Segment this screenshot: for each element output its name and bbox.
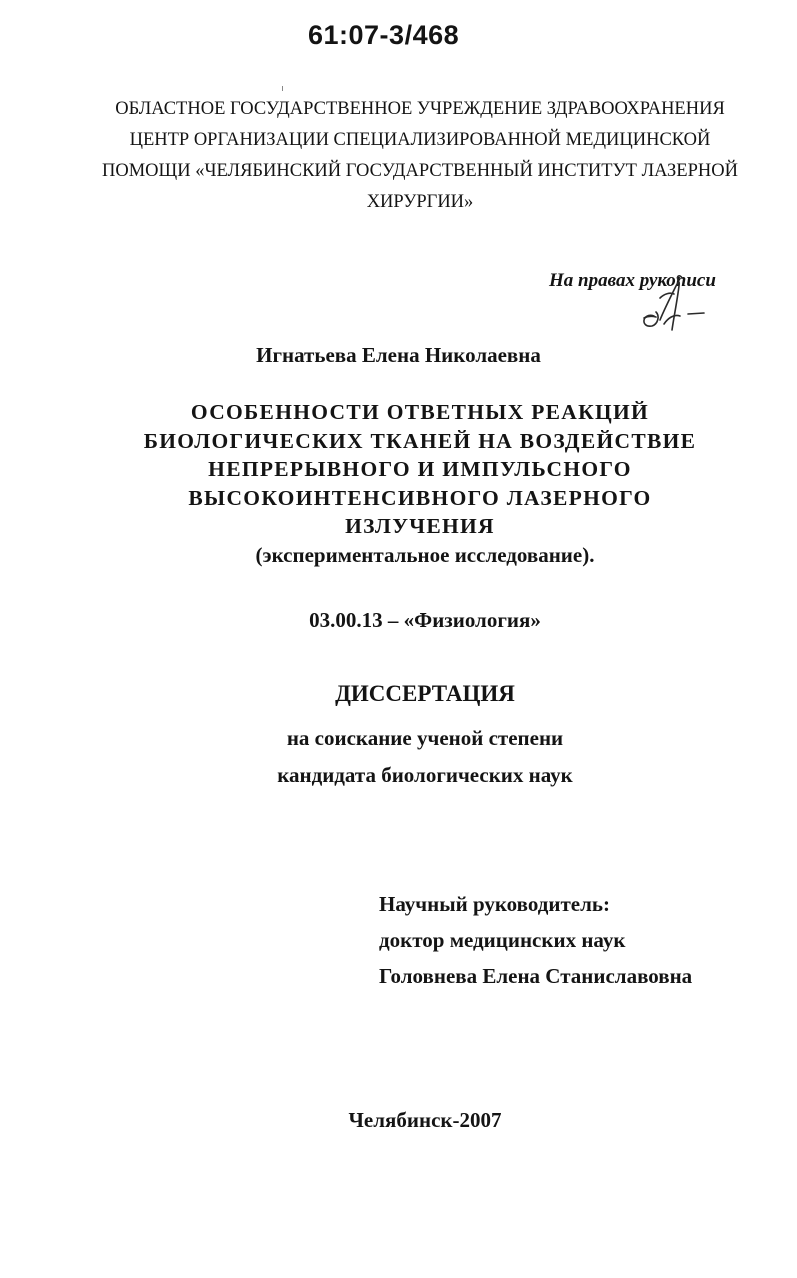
advisor-label: Научный руководитель: bbox=[379, 892, 610, 916]
title-line-5: ИЗЛУЧЕНИЯ bbox=[345, 514, 495, 538]
catalog-number: 61:07-3/468 bbox=[308, 20, 460, 50]
degree-sought bbox=[0, 720, 797, 794]
title-line-2: БИОЛОГИЧЕСКИХ ТКАНЕЙ НА ВОЗДЕЙСТВИЕ bbox=[143, 428, 697, 453]
scan-speck bbox=[282, 86, 283, 91]
specialty-code: 03.00.13 – «Физиология» bbox=[309, 608, 541, 632]
document-type: ДИССЕРТАЦИЯ bbox=[335, 681, 515, 706]
organization-line-1: ОБЛАСТНОЕ ГОСУДАРСТВЕННОЕ УЧРЕЖДЕНИЕ ЗДРАВООХРАНЕНИЯ bbox=[115, 99, 725, 119]
title-line-4: ВЫСОКОИНТЕНСИВНОГО ЛАЗЕРНОГО bbox=[188, 485, 652, 510]
title-line-1: ОСОБЕННОСТИ ОТВЕТНЫХ РЕАКЦИЙ bbox=[190, 400, 650, 424]
organization-line-4: ХИРУРГИИ» bbox=[366, 192, 474, 212]
author-name: Игнатьева Елена Николаевна bbox=[256, 343, 541, 367]
dissertation-title bbox=[110, 398, 730, 541]
degree-line-1: на соискание ученой степени bbox=[286, 726, 564, 750]
organization-header bbox=[100, 94, 740, 218]
degree-line-2: кандидата биологических наук bbox=[277, 763, 573, 787]
organization-line-2: ЦЕНТР ОРГАНИЗАЦИИ СПЕЦИАЛИЗИРОВАННОЙ МЕДИЦИНСКОЙ bbox=[129, 130, 711, 150]
title-line-3: НЕПРЕРЫВНОГО И ИМПУЛЬСНОГО bbox=[208, 457, 632, 481]
organization-line-3: ПОМОЩИ «ЧЕЛЯБИНСКИЙ ГОСУДАРСТВЕННЫЙ ИНСТИТУТ ЛАЗЕРНОЙ bbox=[102, 161, 738, 181]
manuscript-note: На правах рукописи bbox=[549, 270, 716, 291]
city-year: Челябинск-2007 bbox=[348, 1108, 502, 1132]
advisor-name: Головнева Елена Станиславовна bbox=[379, 964, 693, 988]
signature-icon bbox=[600, 272, 730, 342]
scientific-advisor bbox=[379, 886, 692, 994]
advisor-degree: доктор медицинских наук bbox=[379, 928, 626, 952]
subtitle: (экспериментальное исследование). bbox=[255, 543, 595, 567]
